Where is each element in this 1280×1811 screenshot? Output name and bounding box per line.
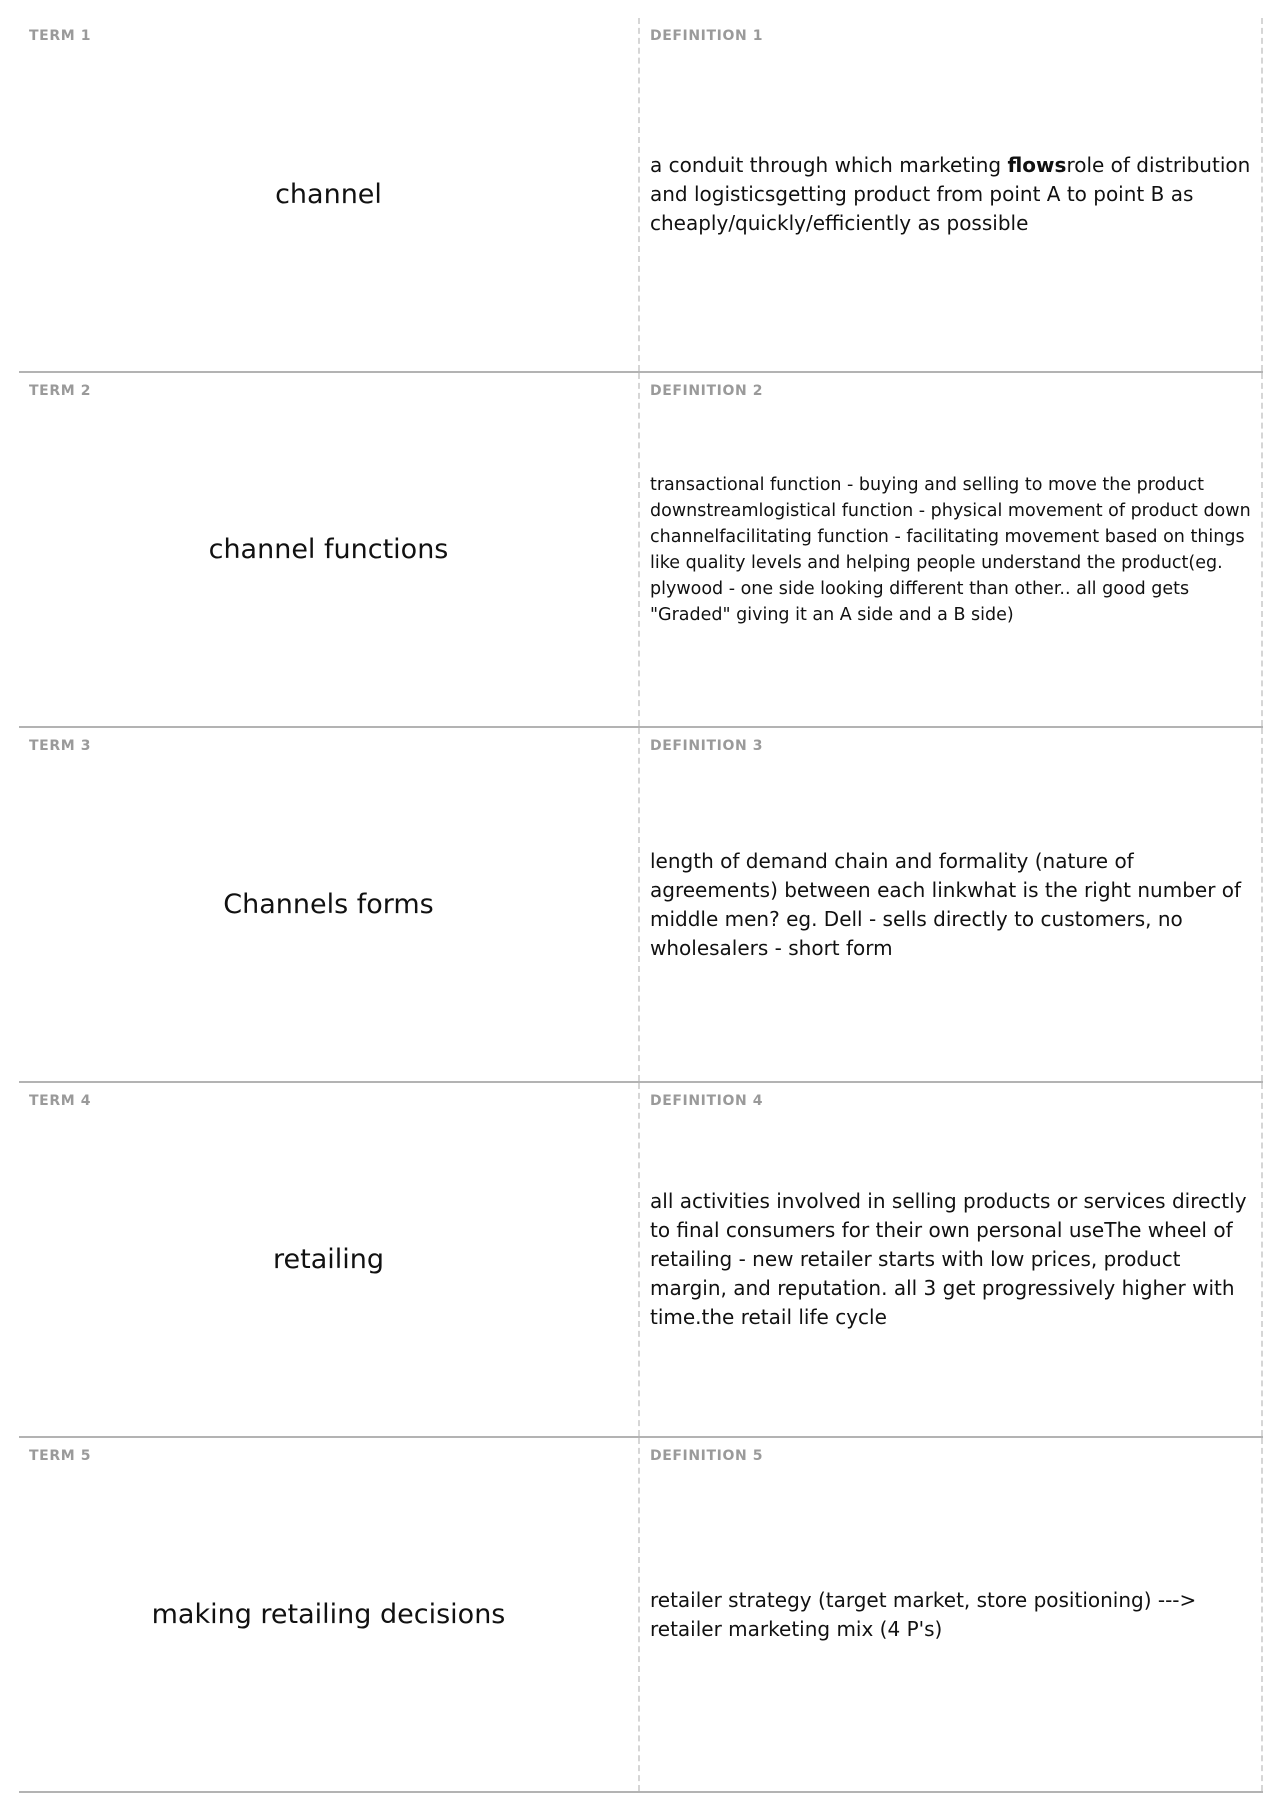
term-cell	[19, 1438, 640, 1791]
term-label: TERM 2	[29, 383, 92, 399]
term-label: TERM 1	[29, 28, 92, 44]
definition-label: DEFINITION 1	[650, 28, 764, 44]
definition-text	[650, 1083, 1251, 1436]
definition-body: length of demand chain and formality (nature of agreements) between each linkwhat is the right number of middle men? eg. Dell - sells directly to customers, no wholesalers - short form	[650, 848, 1242, 960]
definition-body: transactional function - buying and selling to move the product downstreamlogistical function - physical movement of product down channelfacilitating function - facilitating movement based on things like quality levels and helping people understand the product(eg. plywood - one side looking different than other.. all good gets "Graded" giving it an A side and a B side)	[650, 474, 1251, 625]
definition-body: retailer strategy (target market, store positioning) ---> retailer marketing mix (4 P's)	[650, 1587, 1197, 1641]
definition-bold-word: flows	[1007, 153, 1067, 177]
flashcard-row	[19, 728, 1263, 1083]
term-label: TERM 4	[29, 1093, 92, 1109]
flashcard-row	[19, 373, 1263, 728]
term-text: making retailing decisions	[151, 1599, 506, 1630]
definition-label: DEFINITION 5	[650, 1448, 764, 1464]
term-cell	[19, 18, 640, 371]
definition-cell	[640, 18, 1263, 371]
term-label: TERM 5	[29, 1448, 92, 1464]
definition-label: DEFINITION 3	[650, 738, 764, 754]
definition-cell	[640, 1083, 1263, 1436]
definition-label: DEFINITION 2	[650, 383, 764, 399]
definition-text	[650, 373, 1251, 726]
term-cell	[19, 728, 640, 1081]
definition-text	[650, 18, 1251, 371]
definition-text	[650, 1438, 1251, 1791]
definition-label: DEFINITION 4	[650, 1093, 764, 1109]
flashcard-row	[19, 1438, 1263, 1793]
definition-text-start: a conduit through which marketing	[650, 153, 1008, 177]
flashcard-sheet	[19, 18, 1263, 1793]
flashcard-row	[19, 18, 1263, 373]
definition-text-end: role of distribution and logisticsgetting product from point A to point B as cheaply/quickly/efficiently as possible	[650, 153, 1251, 235]
term-label: TERM 3	[29, 738, 92, 754]
flashcard-row	[19, 1083, 1263, 1438]
term-cell	[19, 1083, 640, 1436]
term-text: Channels forms	[223, 889, 434, 920]
term-text: channel	[275, 179, 382, 210]
term-text: retailing	[272, 1244, 384, 1275]
term-cell	[19, 373, 640, 726]
term-text: channel functions	[208, 534, 449, 565]
definition-cell	[640, 1438, 1263, 1791]
definition-text	[650, 728, 1251, 1081]
definition-cell	[640, 373, 1263, 726]
definition-cell	[640, 728, 1263, 1081]
definition-body: all activities involved in selling products or services directly to final consumers for their own personal useThe wheel of retailing - new retailer starts with low prices, product margin, and reputation. all 3 get progressively higher with time.the retail life cycle	[650, 1189, 1247, 1329]
